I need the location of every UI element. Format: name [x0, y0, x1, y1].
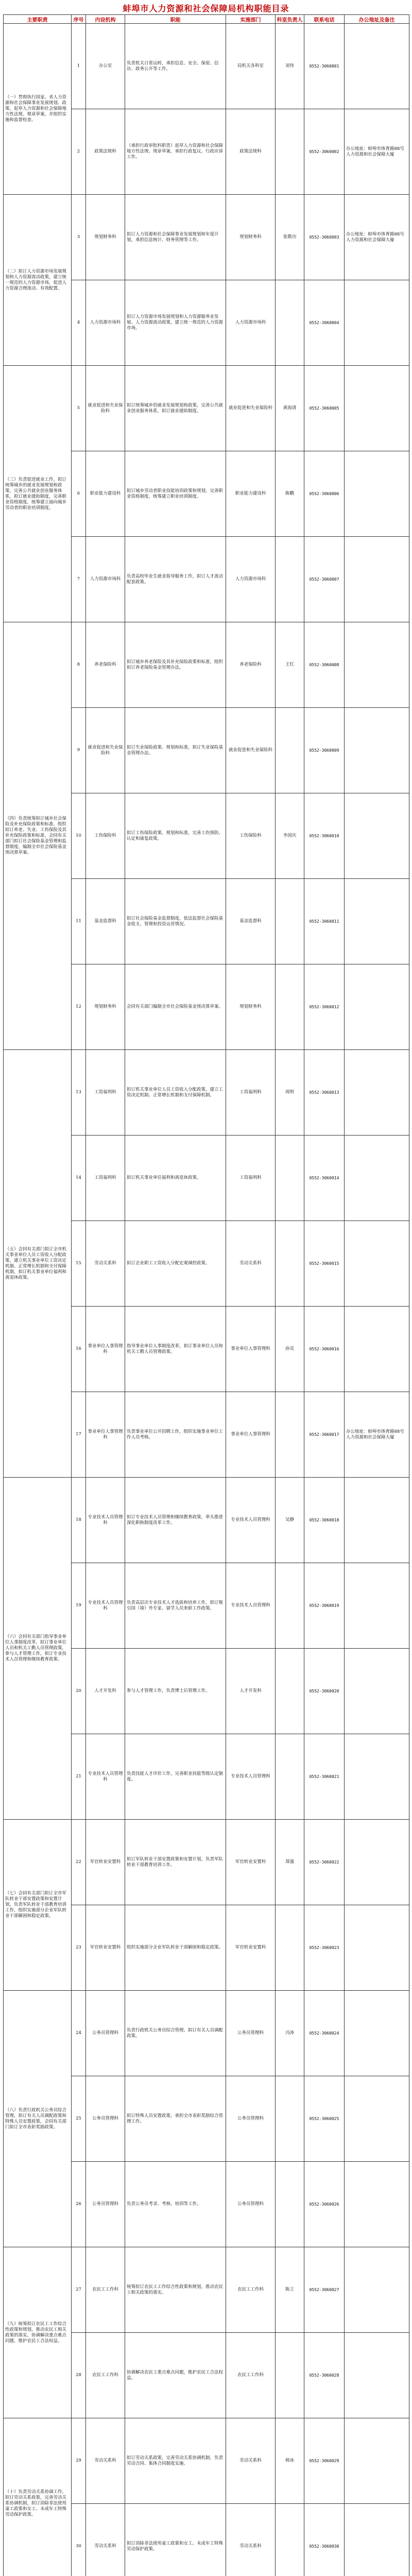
table-header-row: [4, 15, 409, 24]
phone-cell: 0552-3060030: [304, 2504, 345, 2576]
address-note-cell: [345, 2504, 409, 2576]
address-note-cell: [345, 1649, 409, 1734]
phone-cell: 0552-3060024: [304, 1991, 345, 2076]
address-note-cell: [345, 793, 409, 879]
head-cell: 冯涛: [276, 1991, 304, 2076]
phone-cell: 0552-3060016: [304, 1307, 345, 1392]
head-cell: [276, 879, 304, 964]
head-cell: 孙亮: [276, 1307, 304, 1392]
function-cell: 协调解决农民工重点难点问题，维护农民工合法权益。: [125, 2333, 226, 2418]
unit-cell: 基金监督科: [86, 879, 125, 964]
function-cell: 拟订统筹城乡的就业发展规划和政策，完善公共就业创业服务体系，拟订就业援助制度。: [125, 366, 226, 451]
table-row: [4, 1478, 409, 1563]
table-row: [4, 1050, 409, 1136]
head-cell: 李国庆: [276, 793, 304, 879]
head-cell: [276, 1563, 304, 1649]
function-cell: 拟订劳动关系政策，完善劳动关系协调机制，负责劳动合同、集体合同制度实施。: [125, 2418, 226, 2504]
unit-cell: 劳动关系科: [86, 2418, 125, 2504]
unit-cell: 军官转业安置科: [86, 1820, 125, 1905]
row-number: 7: [72, 537, 86, 622]
row-number: 26: [72, 2162, 86, 2247]
address-note-cell: [345, 1050, 409, 1136]
implementing-dept-cell: 事业单位人事管理科: [226, 1392, 276, 1478]
phone-cell: 0552-3060007: [304, 537, 345, 622]
unit-cell: 农民工工作科: [86, 2247, 125, 2333]
table-row: [4, 1820, 409, 1905]
table-row: [4, 2418, 409, 2504]
head-cell: [276, 1221, 304, 1307]
unit-cell: 办公室: [86, 24, 125, 109]
function-cell: 拟订机关事业单位福利和离退休政策。: [125, 1136, 226, 1221]
implementing-dept-cell: 人力资源市场科: [226, 280, 276, 366]
unit-cell: 人力资源市场科: [86, 537, 125, 622]
head-cell: 郑强: [276, 1820, 304, 1905]
address-note-cell: [345, 537, 409, 622]
phone-cell: 0552-3060018: [304, 1478, 345, 1563]
implementing-dept-cell: 事业单位人事管理科: [226, 1307, 276, 1392]
implementing-dept-cell: 公务员管理科: [226, 1991, 276, 2076]
row-number: 16: [72, 1307, 86, 1392]
phone-cell: 0552-3060004: [304, 280, 345, 366]
address-note-cell: [345, 1563, 409, 1649]
implementing-dept-cell: 基金监督科: [226, 879, 276, 964]
row-number: 17: [72, 1392, 86, 1478]
address-note-cell: [345, 1991, 409, 2076]
phone-cell: 0552-3060015: [304, 1221, 345, 1307]
phone-cell: 0552-3060006: [304, 451, 345, 537]
unit-cell: 军官转业安置科: [86, 1905, 125, 1991]
row-number: 19: [72, 1563, 86, 1649]
address-note-cell: [345, 2418, 409, 2504]
phone-cell: 0552-3060029: [304, 2418, 345, 2504]
function-cell: 会同有关部门编制全市社会保险基金预决算草案。: [125, 964, 226, 1050]
unit-cell: 人才开发科: [86, 1649, 125, 1734]
address-note-cell: [345, 366, 409, 451]
unit-cell: 公务员管理科: [86, 2162, 125, 2247]
head-cell: 韩冰: [276, 2418, 304, 2504]
implementing-dept-cell: 工资福利科: [226, 1136, 276, 1221]
row-number: 18: [72, 1478, 86, 1563]
duty-cell: （五）会同有关部门拟订全市机关事业单位人员工资收入分配政策，建立机关事业单位工资决定机制、正常增长机制和支付保障机制，拟订机关事业单位福利和离退休政策。: [4, 1050, 72, 1478]
implementing-dept-cell: 人力资源市场科: [226, 537, 276, 622]
implementing-dept-cell: 工资福利科: [226, 1050, 276, 1136]
function-cell: 负责行政机关公务员综合管理，拟订有关人员调配政策。: [125, 1991, 226, 2076]
function-cell: 拟订社会保险基金监督制度，依法监督社会保险基金收支、管理和投资运营情况。: [125, 879, 226, 964]
row-number: 24: [72, 1991, 86, 2076]
implementing-dept-cell: 就业促进和失业保险科: [226, 366, 276, 451]
function-cell: 负责高校毕业生就业指导服务工作，拟订人才流动配套政策。: [125, 537, 226, 622]
function-cell: 负责公务员考录、考核、培训等工作。: [125, 2162, 226, 2247]
duty-cell: （七）会同有关部门拟订全市军队转业干部安置政策和安置计划，负责军队转业干部教育培训工作，组织实施部分企业军队转业干部解困和稳定政策。: [4, 1820, 72, 1991]
phone-cell: 0552-3060028: [304, 2333, 345, 2418]
column-header: 内设机构: [86, 15, 125, 24]
phone-cell: 0552-3060025: [304, 2076, 345, 2162]
address-note-cell: [345, 2076, 409, 2162]
phone-cell: 0552-3060020: [304, 1649, 345, 1734]
implementing-dept-cell: 职业能力建设科: [226, 451, 276, 537]
table-body: [4, 24, 409, 2576]
head-cell: 陈鹏: [276, 451, 304, 537]
phone-cell: 0552-3060009: [304, 708, 345, 793]
function-cell: 负责事业单位公开招聘工作，组织实施事业单位工作人员考核。: [125, 1392, 226, 1478]
unit-cell: 人力资源市场科: [86, 280, 125, 366]
row-number: 30: [72, 2504, 86, 2576]
implementing-dept-cell: 养老保险科: [226, 622, 276, 708]
duty-cell: （一）贯彻执行国家、省人力资源和社会保障事业发展规划、政策，起草人力资源和社会保障地方性法规、规章草案，并组织实施和监督检查。: [4, 24, 72, 195]
head-cell: [276, 1136, 304, 1221]
implementing-dept-cell: 农民工工作科: [226, 2247, 276, 2333]
implementing-dept-cell: 局机关各科室: [226, 24, 276, 109]
address-note-cell: [345, 451, 409, 537]
row-number: 1: [72, 24, 86, 109]
head-cell: [276, 1905, 304, 1991]
head-cell: [276, 280, 304, 366]
row-number: 6: [72, 451, 86, 537]
address-note-cell: [345, 24, 409, 109]
unit-cell: 工资福利科: [86, 1136, 125, 1221]
implementing-dept-cell: 规划财务科: [226, 964, 276, 1050]
address-note-cell: [345, 879, 409, 964]
phone-cell: 0552-3060019: [304, 1563, 345, 1649]
row-number: 12: [72, 964, 86, 1050]
phone-cell: 0552-3060011: [304, 879, 345, 964]
duty-cell: （四）负责统筹拟订城乡社会保险及补充保险政策和标准，组织拟订养老、失业、工伤保险及其补充保险政策和标准，会同有关部门拟订社会保险基金管理和监督制度，编制全市社会保险基金预决算草案。: [4, 622, 72, 1050]
column-header: 序号: [72, 15, 86, 24]
row-number: 29: [72, 2418, 86, 2504]
column-header: 实施部门: [226, 15, 276, 24]
row-number: 20: [72, 1649, 86, 1734]
implementing-dept-cell: 军官转业安置科: [226, 1820, 276, 1905]
function-cell: 统筹拟订农民工工作综合性政策和规划，推动农民工相关政策的落实。: [125, 2247, 226, 2333]
row-number: 9: [72, 708, 86, 793]
head-cell: 王红: [276, 622, 304, 708]
column-header: 办公地址及备注: [345, 15, 409, 24]
row-number: 11: [72, 879, 86, 964]
head-cell: [276, 109, 304, 195]
unit-cell: 政策法规科: [86, 109, 125, 195]
phone-cell: 0552-3060022: [304, 1820, 345, 1905]
address-note-cell: [345, 708, 409, 793]
address-note-cell: 办公地址：蚌埠市体育路88号人力资源和社会保障大厦: [345, 195, 409, 280]
address-note-cell: [345, 1478, 409, 1563]
head-cell: 吴静: [276, 1478, 304, 1563]
function-cell: 负责高层次专业技术人才选拔和培养工作，拟订吸引国（境）外专家、留学人员来蚌工作政策。: [125, 1563, 226, 1649]
row-number: 22: [72, 1820, 86, 1905]
function-cell: 拟订特殊人员安置政策，承担全市表彰奖励综合管理工作。: [125, 2076, 226, 2162]
function-cell: 拟订机关事业单位人员工资收入分配政策，建立工资决定机制、正常增长机制和支付保障机制。: [125, 1050, 226, 1136]
column-header: 科室负责人: [276, 15, 304, 24]
implementing-dept-cell: 公务员管理科: [226, 2162, 276, 2247]
unit-cell: 事业单位人事管理科: [86, 1307, 125, 1392]
unit-cell: 工资福利科: [86, 1050, 125, 1136]
implementing-dept-cell: 劳动关系科: [226, 2418, 276, 2504]
phone-cell: 0552-3060023: [304, 1905, 345, 1991]
row-number: 2: [72, 109, 86, 195]
unit-cell: 农民工工作科: [86, 2333, 125, 2418]
implementing-dept-cell: 政策法规科: [226, 109, 276, 195]
function-cell: 拟订人力资源市场发展规划和人力资源服务业发展、人力资源流动政策，建立统一规范的人力资源市场。: [125, 280, 226, 366]
head-cell: [276, 708, 304, 793]
address-note-cell: 办公地址：蚌埠市体育路88号人力资源和社会保障大厦: [345, 109, 409, 195]
implementing-dept-cell: 工伤保险科: [226, 793, 276, 879]
address-note-cell: [345, 2162, 409, 2247]
unit-cell: 劳动关系科: [86, 1221, 125, 1307]
row-number: 27: [72, 2247, 86, 2333]
unit-cell: 专业技术人员管理科: [86, 1734, 125, 1820]
phone-cell: 0552-3060010: [304, 793, 345, 879]
unit-cell: 就业促进和失业保险科: [86, 708, 125, 793]
function-cell: 拟订消除非法使用童工政策和女工、未成年工特殊劳动保护政策。: [125, 2504, 226, 2576]
address-note-cell: [345, 1734, 409, 1820]
unit-cell: 职业能力建设科: [86, 451, 125, 537]
function-cell: 拟订城乡劳动者职业技能培训政策和规划，完善职业资格制度，统筹建立职业培训制度。: [125, 451, 226, 537]
function-cell: 拟订专业技术人员管理和继续教育政策，牵头推进深化职称制度改革工作。: [125, 1478, 226, 1563]
document-title: 蚌埠市人力资源和社会保障局机构职能目录: [123, 4, 289, 13]
address-note-cell: [345, 1221, 409, 1307]
address-note-cell: [345, 1820, 409, 1905]
table-row: [4, 622, 409, 708]
row-number: 15: [72, 1221, 86, 1307]
address-note-cell: [345, 964, 409, 1050]
head-cell: [276, 964, 304, 1050]
table-row: [4, 1991, 409, 2076]
unit-cell: 养老保险科: [86, 622, 125, 708]
row-number: 13: [72, 1050, 86, 1136]
function-cell: 指导事业单位人事制度改革，拟订事业单位人员和机关工勤人员管理政策。: [125, 1307, 226, 1392]
function-cell: （承担行政审批科职责）起草人力资源和社会保障地方性法规、规章草案，承担行政复议、行政应诉工作。: [125, 109, 226, 195]
unit-cell: 就业促进和失业保险科: [86, 366, 125, 451]
phone-cell: 0552-3060005: [304, 366, 345, 451]
row-number: 23: [72, 1905, 86, 1991]
duty-cell: （三）负责促进就业工作，拟订统筹城乡的就业发展规划和政策，完善公共就业创业服务体系，拟订就业援助制度，完善职业资格制度，统筹建立面向城乡劳动者的职业培训制度。: [4, 366, 72, 622]
unit-cell: 规划财务科: [86, 195, 125, 280]
table-row: [4, 195, 409, 280]
unit-cell: 专业技术人员管理科: [86, 1478, 125, 1563]
column-header: 职能: [125, 15, 226, 24]
row-number: 25: [72, 2076, 86, 2162]
phone-cell: 0552-3060027: [304, 2247, 345, 2333]
phone-cell: 0552-3060003: [304, 195, 345, 280]
function-cell: 拟订军队转业干部安置政策和安置计划，负责军队转业干部教育培训工作。: [125, 1820, 226, 1905]
duty-cell: （八）负责行政机关公务员综合管理，拟订有关人员调配政策和特殊人员安置政策，会同有关部门拟订全市表彰奖励政策。: [4, 1991, 72, 2247]
row-number: 5: [72, 366, 86, 451]
unit-cell: 专业技术人员管理科: [86, 1563, 125, 1649]
head-cell: 张敬功: [276, 195, 304, 280]
phone-cell: 0552-3060017: [304, 1392, 345, 1478]
head-cell: [276, 2162, 304, 2247]
head-cell: 周明: [276, 1050, 304, 1136]
phone-cell: 0552-3060012: [304, 964, 345, 1050]
phone-cell: 0552-3060014: [304, 1136, 345, 1221]
row-number: 3: [72, 195, 86, 280]
implementing-dept-cell: 专业技术人员管理科: [226, 1734, 276, 1820]
head-cell: [276, 2076, 304, 2162]
table-row: [4, 366, 409, 451]
unit-cell: 事业单位人事管理科: [86, 1392, 125, 1478]
duty-table: [3, 14, 409, 2576]
row-number: 4: [72, 280, 86, 366]
row-number: 8: [72, 622, 86, 708]
column-header: 主要职责: [4, 15, 72, 24]
implementing-dept-cell: 农民工工作科: [226, 2333, 276, 2418]
implementing-dept-cell: 军官转业安置科: [226, 1905, 276, 1991]
function-cell: 拟订失业保险政策、规划和标准，拟订失业保险基金管理办法。: [125, 708, 226, 793]
function-cell: 负责技能人才评价工作，完善职业技能等级认定制度。: [125, 1734, 226, 1820]
unit-cell: 劳动关系科: [86, 2504, 125, 2576]
address-note-cell: [345, 280, 409, 366]
head-cell: [276, 2333, 304, 2418]
row-number: 21: [72, 1734, 86, 1820]
address-note-cell: [345, 1136, 409, 1221]
phone-cell: 0552-3060001: [304, 24, 345, 109]
head-cell: [276, 1392, 304, 1478]
duty-cell: （九）统筹拟订农民工工作综合性政策和规划，推动农民工相关政策的落实，协调解决重点难点问题，维护农民工合法权益。: [4, 2247, 72, 2418]
implementing-dept-cell: 规划财务科: [226, 195, 276, 280]
implementing-dept-cell: 劳动关系科: [226, 2504, 276, 2576]
duty-cell: （二）拟订人力资源市场发展规划和人力资源流动政策，建立统一规范的人力资源市场，促进人力资源合理流动、有效配置。: [4, 195, 72, 366]
address-note-cell: [345, 1905, 409, 1991]
phone-cell: 0552-3060026: [304, 2162, 345, 2247]
row-number: 28: [72, 2333, 86, 2418]
unit-cell: 公务员管理科: [86, 2076, 125, 2162]
head-cell: [276, 537, 304, 622]
phone-cell: 0552-3060002: [304, 109, 345, 195]
row-number: 10: [72, 793, 86, 879]
column-header: 联系电话: [304, 15, 345, 24]
address-note-cell: [345, 2333, 409, 2418]
function-cell: 参与人才管理工作，负责博士后管理工作。: [125, 1649, 226, 1734]
head-cell: 陈立: [276, 2247, 304, 2333]
implementing-dept-cell: 专业技术人员管理科: [226, 1563, 276, 1649]
function-cell: 拟订城乡养老保险及其补充保险政策和标准，组织拟订养老保险基金管理办法。: [125, 622, 226, 708]
unit-cell: 公务员管理科: [86, 1991, 125, 2076]
address-note-cell: [345, 2247, 409, 2333]
phone-cell: 0552-3060008: [304, 622, 345, 708]
function-cell: 拟订企业职工工资收入分配宏观调控政策。: [125, 1221, 226, 1307]
implementing-dept-cell: 劳动关系科: [226, 1221, 276, 1307]
address-note-cell: [345, 622, 409, 708]
implementing-dept-cell: 就业促进和失业保险科: [226, 708, 276, 793]
row-number: 14: [72, 1136, 86, 1221]
head-cell: 刘伟: [276, 24, 304, 109]
unit-cell: 规划财务科: [86, 964, 125, 1050]
function-cell: 负责机关日常运转，承担信息、安全、保密、信访、政务公开等工作。: [125, 24, 226, 109]
function-cell: 组织实施部分企业军队转业干部解困和稳定政策。: [125, 1905, 226, 1991]
unit-cell: 工伤保险科: [86, 793, 125, 879]
address-note-cell: 办公地址：蚌埠市体育路88号人力资源和社会保障大厦: [345, 1392, 409, 1478]
function-cell: 拟订人力资源和社会保障事业发展规划和年度计划，承担信息统计、财务管理等工作。: [125, 195, 226, 280]
head-cell: [276, 1734, 304, 1820]
implementing-dept-cell: 公务员管理科: [226, 2076, 276, 2162]
table-row: [4, 2247, 409, 2333]
duty-cell: （六）会同有关部门指导事业单位人事制度改革，拟订事业单位人员和机关工勤人员管理政策，参与人才管理工作，拟订专业技术人员管理和继续教育政策。: [4, 1478, 72, 1820]
function-cell: 拟订工伤保险政策、规划和标准，完善工伤预防、认定和康复政策。: [125, 793, 226, 879]
duty-cell: （十）负责劳动关系协调工作，拟订劳动关系政策，完善劳动关系协调机制，拟订消除非法使用童工政策和女工、未成年工特殊劳动保护政策。: [4, 2418, 72, 2576]
head-cell: [276, 2504, 304, 2576]
phone-cell: 0552-3060021: [304, 1734, 345, 1820]
head-cell: [276, 1649, 304, 1734]
head-cell: 黄海清: [276, 366, 304, 451]
table-row: [4, 24, 409, 109]
implementing-dept-cell: 专业技术人员管理科: [226, 1478, 276, 1563]
implementing-dept-cell: 人才开发科: [226, 1649, 276, 1734]
address-note-cell: [345, 1307, 409, 1392]
phone-cell: 0552-3060013: [304, 1050, 345, 1136]
